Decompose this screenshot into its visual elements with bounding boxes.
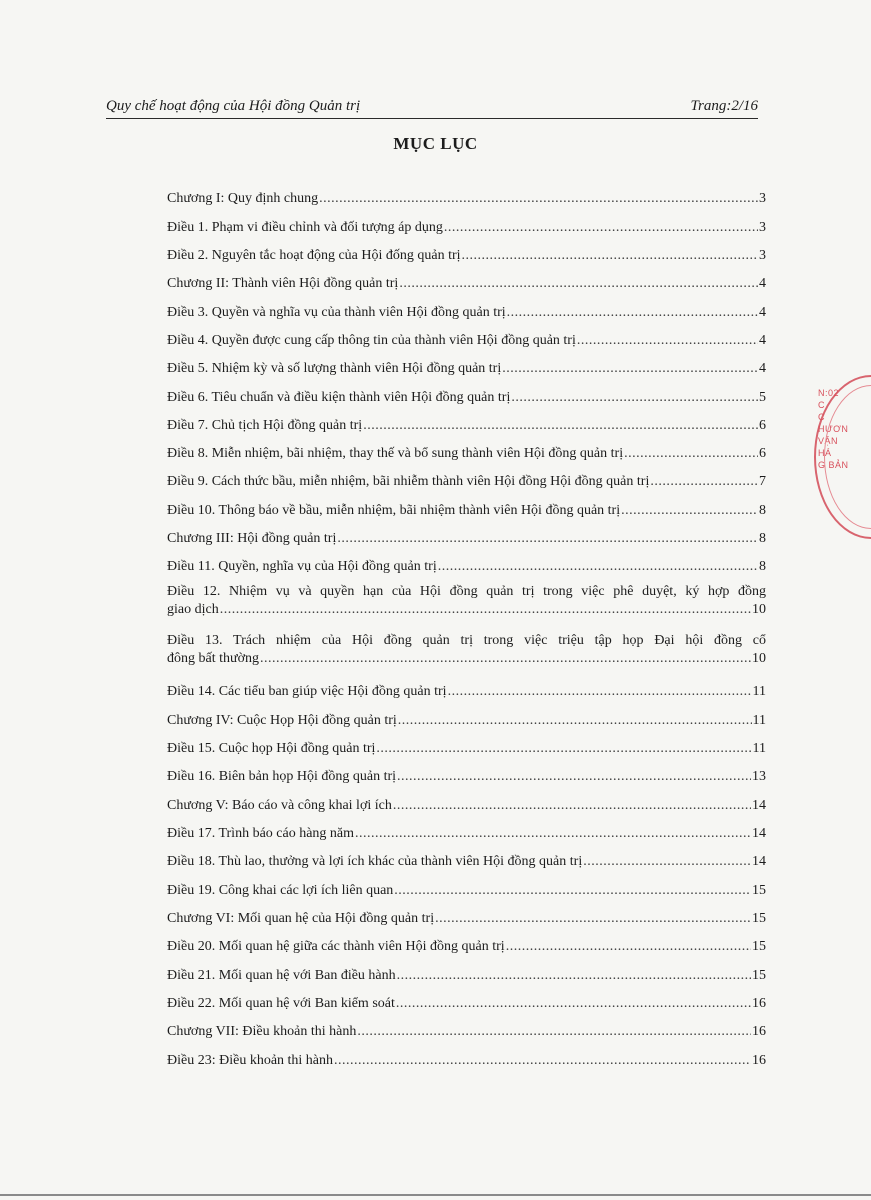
toc-entry-page: 8 (759, 531, 766, 546)
toc-entry-label: giao dịch (167, 602, 219, 617)
toc-entry-label: Điều 8. Miễn nhiệm, bãi nhiệm, thay thế và bổ sung thành viên Hội đồng quản trị (167, 446, 624, 461)
toc-entry-page: 15 (752, 968, 766, 983)
toc-dot-leader (397, 967, 751, 985)
toc-entry[interactable] (167, 332, 766, 350)
toc-entry-page: 16 (752, 1053, 766, 1068)
toc-entry-page: 7 (759, 474, 766, 489)
toc-entry-page: 11 (752, 713, 766, 728)
toc-entry[interactable] (167, 967, 766, 985)
toc-entry[interactable] (167, 247, 766, 265)
toc-entry[interactable] (167, 712, 766, 730)
toc-entry-page: 3 (759, 220, 766, 235)
toc-entry[interactable] (167, 995, 766, 1013)
toc-entry-page: 10 (752, 651, 766, 666)
toc-dot-leader (334, 1052, 751, 1070)
toc-entry[interactable] (167, 632, 766, 668)
toc-dot-leader (393, 797, 751, 815)
toc-dot-leader (511, 389, 758, 407)
toc-entry[interactable] (167, 389, 766, 407)
toc-entry[interactable] (167, 502, 766, 520)
toc-entry[interactable] (167, 683, 766, 701)
toc-entry-label: Điều 19. Công khai các lợi ích liên quan (167, 883, 394, 898)
toc-entry-label: Điều 5. Nhiệm kỳ và số lượng thành viên Hội đồng quản trị (167, 361, 502, 376)
toc-entry-label: Điều 17. Trình báo cáo hàng năm (167, 826, 355, 841)
toc-entry-page: 8 (759, 503, 766, 518)
stamp-text-line: HƯƠN (818, 424, 849, 434)
toc-entry-label: Điều 23: Điều khoản thi hành (167, 1053, 334, 1068)
toc-dot-leader (583, 853, 751, 871)
toc-entry-label: Điều 7. Chủ tịch Hội đồng quản trị (167, 418, 363, 433)
toc-entry[interactable] (167, 219, 766, 237)
toc-dot-leader (220, 601, 751, 619)
toc-entry-page: 11 (752, 741, 766, 756)
toc-entry[interactable] (167, 417, 766, 435)
stamp-text-line: G BẢN (818, 460, 849, 470)
page-bottom-edge (0, 1194, 871, 1196)
toc-entry-label: Điều 4. Quyền được cung cấp thông tin của thành viên Hội đồng quản trị (167, 333, 576, 348)
toc-entry[interactable] (167, 853, 766, 871)
toc-dot-leader (650, 473, 758, 491)
toc-entry-page: 4 (759, 361, 766, 376)
toc-entry-page: 16 (752, 996, 766, 1011)
toc-entry-label: Điều 21. Mối quan hệ với Ban điều hành (167, 968, 396, 983)
toc-dot-leader (394, 882, 751, 900)
toc-dot-leader (435, 910, 751, 928)
toc-entry-page: 3 (759, 248, 766, 263)
toc-entry-page: 11 (752, 684, 766, 699)
toc-dot-leader (355, 825, 751, 843)
toc-entry-page: 16 (752, 1024, 766, 1039)
toc-entry[interactable] (167, 825, 766, 843)
header-document-title: Quy chế hoạt động của Hội đồng Quản trị (106, 98, 361, 114)
toc-entry-label: Chương I: Quy định chung (167, 191, 319, 206)
header-page-number: Trang:2/16 (690, 98, 758, 114)
toc-dot-leader (502, 360, 758, 378)
toc-entry[interactable] (167, 1052, 766, 1070)
toc-entry-page: 4 (759, 305, 766, 320)
toc-entry-label: đông bất thường (167, 651, 259, 666)
toc-entry[interactable] (167, 938, 766, 956)
toc-entry-label: Chương IV: Cuộc Họp Hội đồng quản trị (167, 713, 397, 728)
toc-entry-label: Điều 15. Cuộc họp Hội đồng quản trị (167, 741, 376, 756)
toc-dot-leader (444, 219, 758, 237)
stamp-text-line: VẬN (818, 436, 839, 446)
toc-entry[interactable] (167, 558, 766, 576)
toc-entry[interactable] (167, 768, 766, 786)
toc-dot-leader (448, 683, 752, 701)
toc-entry[interactable] (167, 530, 766, 548)
toc-entry-page: 8 (759, 559, 766, 574)
toc-dot-leader (319, 190, 758, 208)
toc-dot-leader (507, 304, 758, 322)
toc-entry-page: 14 (752, 826, 766, 841)
toc-entry[interactable] (167, 740, 766, 758)
toc-entry-label: Điều 6. Tiêu chuẩn và điều kiện thành viên Hội đồng quản trị (167, 390, 511, 405)
toc-entry-label: Điều 18. Thù lao, thưởng và lợi ích khác của thành viên Hội đồng quản trị (167, 854, 583, 869)
toc-entry-page: 15 (752, 911, 766, 926)
toc-entry-page: 13 (752, 769, 766, 784)
toc-dot-leader (462, 247, 758, 265)
toc-entry-label: Điều 9. Cách thức bầu, miễn nhiệm, bãi nhiễm thành viên Hội đồng Hội đồng quản trị (167, 474, 650, 489)
toc-dot-leader (363, 417, 758, 435)
toc-dot-leader (376, 740, 751, 758)
toc-entry-page: 6 (759, 446, 766, 461)
toc-dot-leader (577, 332, 758, 350)
toc-entry-label: Điều 16. Biên bản họp Hội đồng quản trị (167, 769, 397, 784)
toc-entry-label: Chương V: Báo cáo và công khai lợi ích (167, 798, 392, 813)
toc-entry-page: 4 (759, 333, 766, 348)
toc-entry-page: 15 (752, 883, 766, 898)
toc-entry-label: Điều 20. Mối quan hệ giữa các thành viên Hội đồng quản trị (167, 939, 505, 954)
toc-entry[interactable] (167, 1023, 766, 1041)
toc-entry-page: 3 (759, 191, 766, 206)
stamp-text-line: C (818, 412, 825, 422)
toc-entry[interactable] (167, 473, 766, 491)
toc-dot-leader (398, 712, 752, 730)
toc-entry-page: 10 (752, 602, 766, 617)
toc-dot-leader (438, 558, 758, 576)
toc-entry[interactable] (167, 583, 766, 619)
toc-entry-page: 4 (759, 276, 766, 291)
stamp-text-line: C (818, 400, 825, 410)
toc-dot-leader (506, 938, 751, 956)
toc-entry-page: 14 (752, 798, 766, 813)
toc-dot-leader (397, 768, 751, 786)
stamp-text-line: N:02 (818, 388, 840, 398)
toc-entry-label: Điều 2. Nguyên tắc hoạt động của Hội đống quản trị (167, 248, 461, 263)
toc-entry-label-line1: Điều 12. Nhiệm vụ và quyền hạn của Hội đồng quản trị trong việc phê duyệt, ký hợp đồng (167, 584, 766, 599)
toc-entry-label: Điều 11. Quyền, nghĩa vụ của Hội đồng quản trị (167, 559, 437, 574)
toc-entry-page: 6 (759, 418, 766, 433)
toc-dot-leader (624, 445, 758, 463)
toc-entry-label: Chương III: Hội đồng quản trị (167, 531, 337, 546)
toc-entry-label: Chương II: Thành viên Hội đồng quản trị (167, 276, 399, 291)
page-header (106, 96, 758, 119)
toc-entry-label: Điều 22. Mối quan hệ với Ban kiểm soát (167, 996, 395, 1011)
toc-entry-page: 14 (752, 854, 766, 869)
toc-dot-leader (260, 650, 751, 668)
toc-entry-label: Điều 10. Thông báo về bầu, miễn nhiệm, bãi nhiệm thành viên Hội đồng quản trị (167, 503, 621, 518)
toc-entry[interactable] (167, 360, 766, 378)
toc-title: MỤC LỤC (393, 134, 478, 153)
toc-entry-page: 5 (759, 390, 766, 405)
toc-entry[interactable] (167, 797, 766, 815)
toc-dot-leader (621, 502, 758, 520)
toc-entry[interactable] (167, 910, 766, 928)
toc-entry-label: Chương VII: Điều khoản thi hành (167, 1024, 357, 1039)
toc-entry[interactable] (167, 190, 766, 208)
company-seal-stamp (814, 375, 871, 539)
toc-entry-label: Điều 3. Quyền và nghĩa vụ của thành viên Hội đồng quản trị (167, 305, 506, 320)
toc-dot-leader (399, 275, 758, 293)
toc-entry[interactable] (167, 275, 766, 293)
toc-entry[interactable] (167, 445, 766, 463)
toc-entry-label: Điều 14. Các tiểu ban giúp việc Hội đồng quản trị (167, 684, 447, 699)
stamp-lettering (816, 387, 871, 471)
toc-dot-leader (357, 1023, 751, 1041)
toc-dot-leader (396, 995, 751, 1013)
stamp-text-line: HÁ (818, 448, 832, 458)
toc-entry-label: Điều 1. Phạm vi điều chỉnh và đối tượng áp dụng (167, 220, 443, 235)
toc-entry-label: Chương VI: Mối quan hệ của Hội đồng quản trị (167, 911, 435, 926)
toc-entry[interactable] (167, 882, 766, 900)
toc-entry[interactable] (167, 304, 766, 322)
toc-entry-page: 15 (752, 939, 766, 954)
toc-dot-leader (337, 530, 758, 548)
toc-entry-label-line1: Điều 13. Trách nhiệm của Hội đồng quản trị trong việc triệu tập họp Đại hội đồng cổ (167, 633, 766, 648)
